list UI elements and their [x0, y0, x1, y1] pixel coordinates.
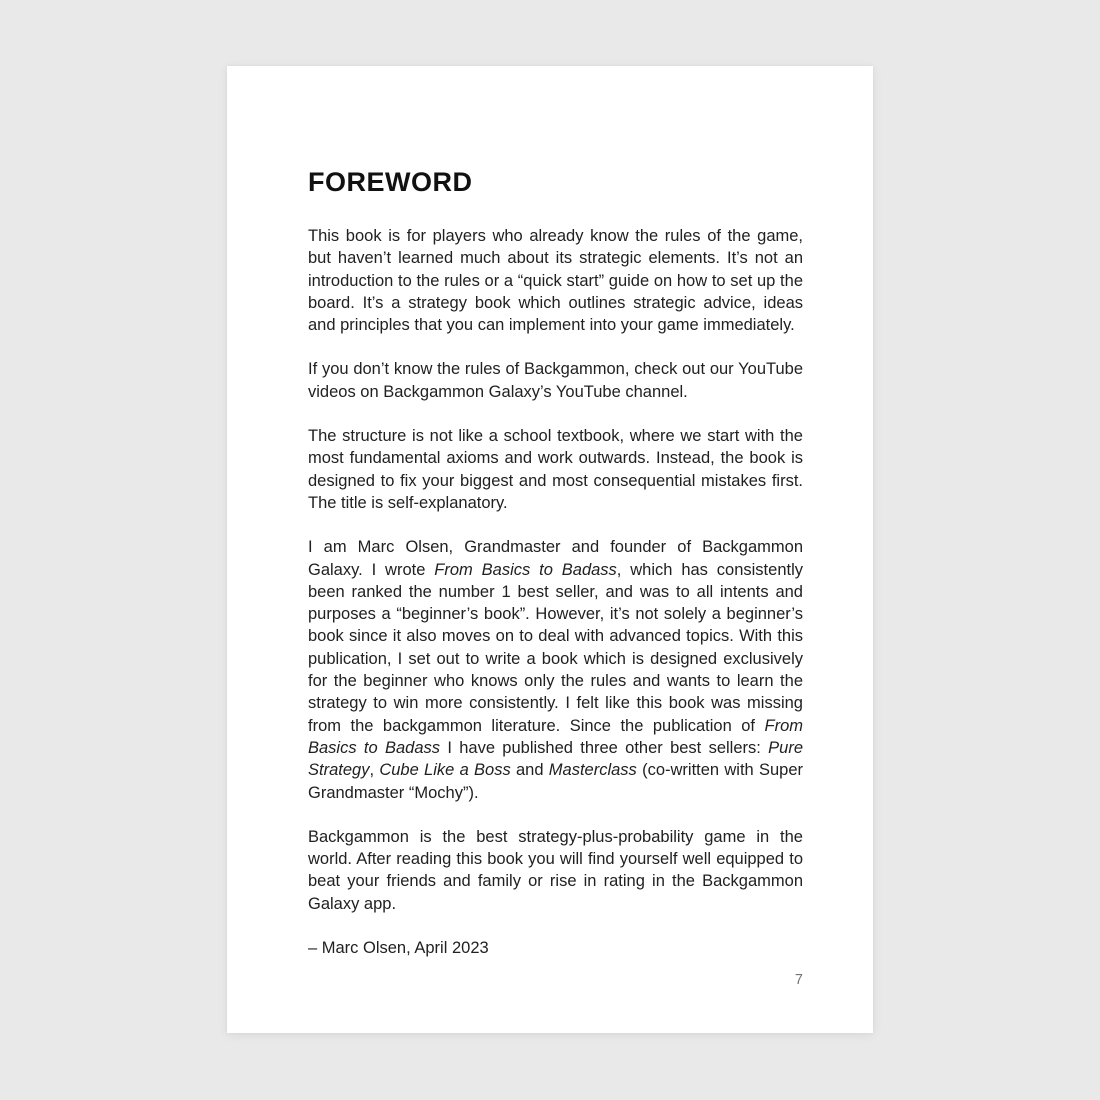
- chapter-title: FOREWORD: [308, 167, 473, 197]
- paragraph: [308, 358, 803, 403]
- book-title-italic: Cube Like a Boss: [379, 761, 511, 780]
- author-signature: – Marc Olsen, April 2023: [308, 939, 489, 958]
- text-run: (co-written with Super Grandmaster “Mochy”).: [308, 761, 804, 802]
- book-page: [227, 66, 873, 1033]
- book-title-italic: Masterclass: [548, 761, 637, 780]
- paragraph: [308, 425, 803, 514]
- book-title-italic: From Basics to Badass: [434, 560, 617, 579]
- body-paragraphs: [308, 225, 803, 915]
- paragraph: [308, 536, 803, 804]
- page-number: 7: [794, 972, 803, 988]
- text-run: , which has consistently been ranked the number 1 best seller, and was to all intents and purposes a “beginner’s book”. However, it’s not solely a beginner’s book since it also moves on to deal with advanced topics. With this publication, I set out to write a book which is designed exclusively for the beginner who knows only the rules and wants to learn the strategy to win more consistently. I felt like this book was missing from the backgammon literature. Since the publication of: [308, 560, 803, 735]
- book-title-italic: From Basics to Badass: [308, 716, 803, 757]
- text-run: If you don’t know the rules of Backgammon, check out our YouTube videos on Backgammon Galaxy’s YouTube channel.: [308, 360, 803, 401]
- text-run: This book is for players who already know the rules of the game, but haven’t learned much about its strategic elements. It’s not an introduction to the rules or a “quick start” guide on how to set up the board. It’s a strategy book which outlines strategic advice, ideas and principles that you can implement into your game immediately.: [308, 227, 803, 335]
- text-run: The structure is not like a school textbook, where we start with the most fundamental axioms and work outwards. Instead, the book is designed to fix your biggest and most consequential mistakes first. The title is self-explanatory.: [308, 427, 803, 512]
- text-run: ,: [369, 761, 380, 780]
- text-run: I am Marc Olsen, Grandmaster and founder of Backgammon Galaxy. I wrote: [308, 538, 803, 579]
- text-run: Backgammon is the best strategy-plus-probability game in the world. After reading this book you will find yourself well equipped to beat your friends and family or rise in rating in the Backgammon Galaxy app.: [308, 827, 803, 913]
- book-title-italic: Pure Strategy: [308, 738, 803, 780]
- paragraph: [308, 826, 803, 915]
- text-run: and: [510, 761, 549, 780]
- text-run: I have published three other best sellers:: [440, 738, 769, 757]
- paragraph: [308, 225, 803, 336]
